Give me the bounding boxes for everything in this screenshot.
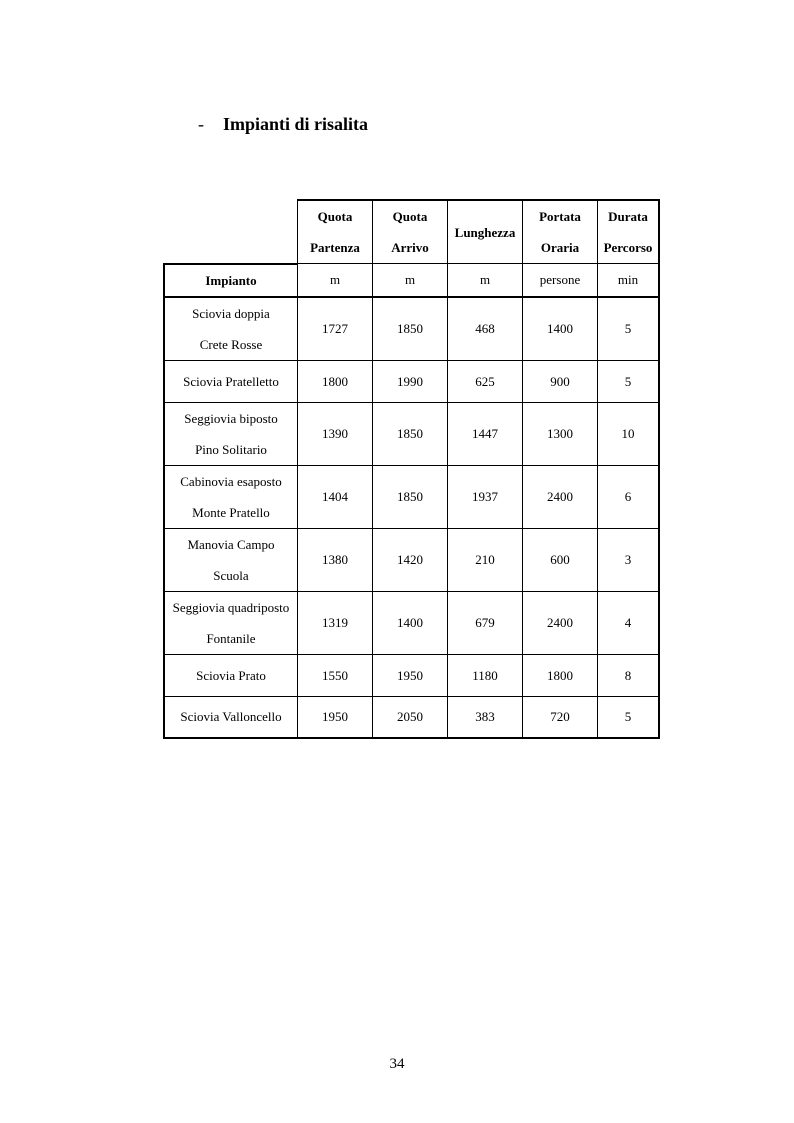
cell-portata: 2400	[523, 591, 598, 654]
table-row	[164, 696, 659, 738]
cell-quota-partenza: 1727	[298, 297, 373, 361]
cell-lunghezza: 468	[448, 297, 523, 361]
cell-lunghezza: 679	[448, 591, 523, 654]
row-name: Seggiovia biposto Pino Solitario	[164, 402, 298, 465]
unit-cell: persone	[523, 264, 598, 297]
cell-portata: 1300	[523, 402, 598, 465]
page-number: 34	[389, 1056, 405, 1072]
cell-quota-arrivo: 1850	[373, 402, 448, 465]
cell-quota-arrivo: 1950	[373, 654, 448, 696]
section-title: Impianti di risalita	[223, 114, 369, 134]
row-name: Sciovia Valloncello	[164, 696, 298, 738]
header-durata-percorso: Durata Percorso	[598, 200, 660, 264]
row-name: Sciovia Prato	[164, 654, 298, 696]
unit-cell: m	[448, 264, 523, 297]
row-name: Sciovia Pratelletto	[164, 360, 298, 402]
bullet-dash: -	[198, 114, 204, 134]
cell-lunghezza: 1937	[448, 465, 523, 528]
table-row	[164, 591, 659, 654]
cell-quota-partenza: 1550	[298, 654, 373, 696]
cell-quota-partenza: 1380	[298, 528, 373, 591]
table-row	[164, 528, 659, 591]
cell-quota-arrivo: 1990	[373, 360, 448, 402]
cell-quota-partenza: 1390	[298, 402, 373, 465]
header-quota-arrivo: Quota Arrivo	[373, 200, 448, 264]
row-name: Seggiovia quadriposto Fontanile	[164, 591, 298, 654]
section-heading	[198, 114, 368, 135]
cell-durata: 4	[598, 591, 660, 654]
cell-quota-partenza: 1404	[298, 465, 373, 528]
cell-lunghezza: 1180	[448, 654, 523, 696]
cell-portata: 720	[523, 696, 598, 738]
table-row	[164, 465, 659, 528]
cell-lunghezza: 625	[448, 360, 523, 402]
cell-lunghezza: 210	[448, 528, 523, 591]
row-name: Manovia Campo Scuola	[164, 528, 298, 591]
cell-quota-partenza: 1800	[298, 360, 373, 402]
cell-lunghezza: 383	[448, 696, 523, 738]
cell-durata: 8	[598, 654, 660, 696]
header-quota-partenza: Quota Partenza	[298, 200, 373, 264]
row-name: Cabinovia esaposto Monte Pratello	[164, 465, 298, 528]
row-name: Sciovia doppia Crete Rosse	[164, 297, 298, 361]
cell-quota-partenza: 1950	[298, 696, 373, 738]
table-row	[164, 360, 659, 402]
table-corner-blank	[164, 200, 298, 264]
cell-durata: 5	[598, 297, 660, 361]
table-row	[164, 654, 659, 696]
cell-durata: 5	[598, 360, 660, 402]
unit-cell: m	[298, 264, 373, 297]
cell-durata: 3	[598, 528, 660, 591]
header-lunghezza: Lunghezza	[448, 200, 523, 264]
cell-quota-arrivo: 1850	[373, 465, 448, 528]
cell-quota-arrivo: 1400	[373, 591, 448, 654]
cell-quota-partenza: 1319	[298, 591, 373, 654]
lift-table	[163, 199, 660, 739]
cell-durata: 10	[598, 402, 660, 465]
table-row	[164, 402, 659, 465]
table-row	[164, 297, 659, 361]
unit-cell: m	[373, 264, 448, 297]
header-portata-oraria: Portata Oraria	[523, 200, 598, 264]
cell-quota-arrivo: 1420	[373, 528, 448, 591]
cell-portata: 1800	[523, 654, 598, 696]
cell-durata: 5	[598, 696, 660, 738]
cell-quota-arrivo: 2050	[373, 696, 448, 738]
cell-portata: 900	[523, 360, 598, 402]
cell-portata: 1400	[523, 297, 598, 361]
cell-quota-arrivo: 1850	[373, 297, 448, 361]
cell-portata: 600	[523, 528, 598, 591]
cell-portata: 2400	[523, 465, 598, 528]
header-impianto: Impianto	[164, 264, 298, 297]
unit-cell: min	[598, 264, 660, 297]
cell-durata: 6	[598, 465, 660, 528]
cell-lunghezza: 1447	[448, 402, 523, 465]
